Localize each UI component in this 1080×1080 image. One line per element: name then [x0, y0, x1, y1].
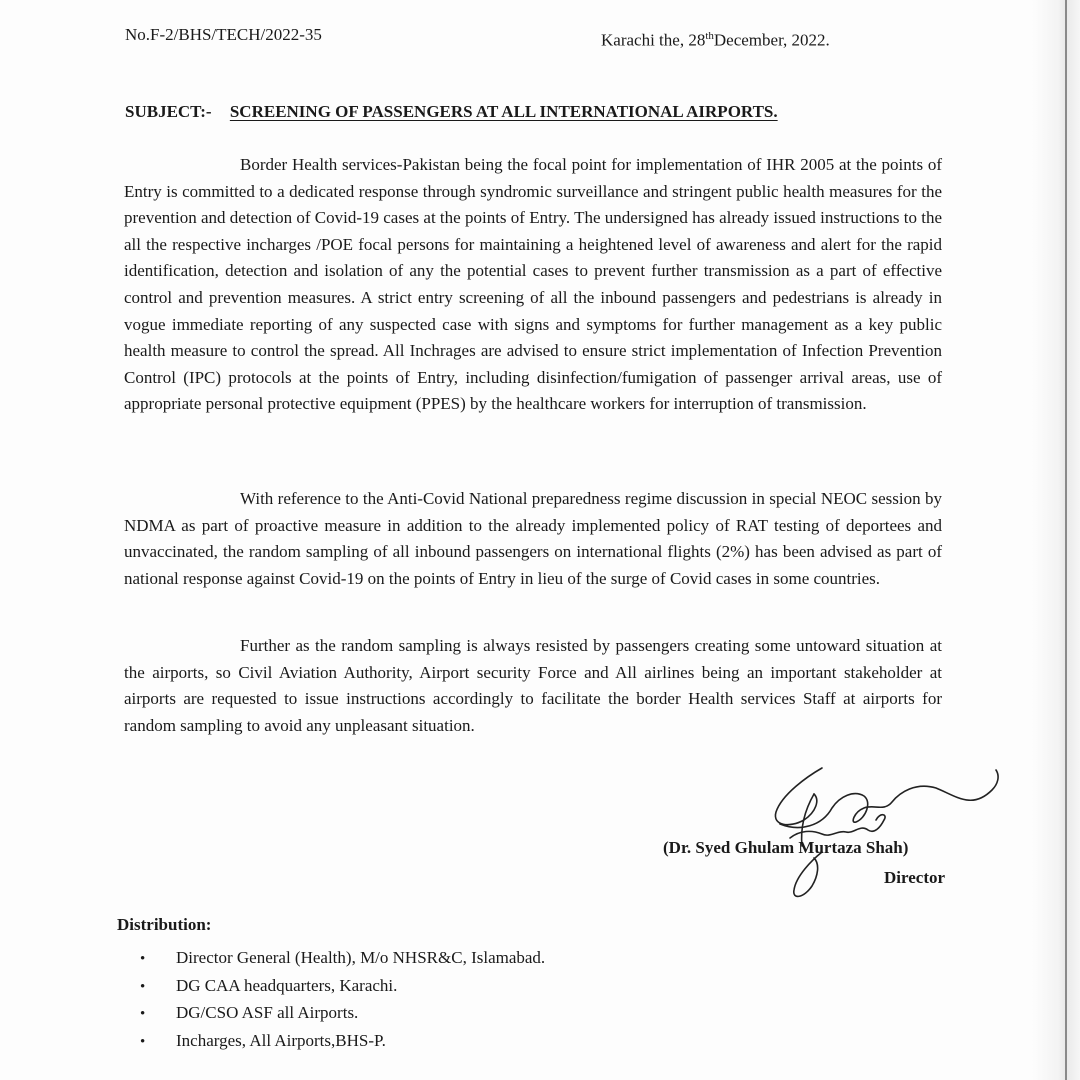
distribution-list	[140, 944, 545, 1054]
signatory-designation: Director	[884, 868, 946, 887]
distribution-item: DG/CSO ASF all Airports.	[176, 1003, 359, 1022]
body-paragraph-3: Further as the random sampling is always resisted by passengers creating some untoward situation at the airports, so Civil Aviation Authority, Airport security Force and All airlines being an important stakeholder at airports are requested to issue instructions accordingly to facilitate the border Health services Staff at airports for random sampling to avoid any unpleasant situation.	[124, 636, 942, 735]
list-item	[140, 999, 545, 1027]
letter-date	[601, 30, 830, 51]
subject-title: SCREENING OF PASSENGERS AT ALL INTERNATIONAL AIRPORTS.	[229, 102, 778, 121]
date-month-year: December, 2022.	[713, 30, 830, 50]
subject-label: SUBJECT:-	[125, 102, 212, 121]
body-paragraph-2: With reference to the Anti-Covid National preparedness regime discussion in special NEOC session by NDMA as part of proactive measure in addition to the already implemented policy of RAT testing of deportees and unvaccinated, the random sampling of all inbound passengers on international flights (2%) has been advised as part of national response against Covid-19 on the points of Entry in lieu of the surge of Covid cases in some countries.	[124, 489, 942, 588]
bullet-icon: •	[140, 951, 146, 967]
distribution-item: Director General (Health), M/o NHSR&C, Islamabad.	[176, 948, 546, 967]
distribution-heading: Distribution:	[117, 915, 212, 934]
list-item	[140, 972, 545, 1000]
distribution-item: Incharges, All Airports,BHS-P.	[176, 1030, 386, 1050]
signatory-name: (Dr. Syed Ghulam Murtaza Shah)	[663, 838, 909, 857]
bullet-icon: •	[140, 978, 146, 995]
distribution-item: DG CAA headquarters, Karachi.	[176, 975, 398, 995]
page-edge-line	[1065, 0, 1067, 1080]
date-ordinal: th	[705, 30, 714, 42]
page-edge	[1032, 0, 1080, 1080]
bullet-icon: •	[140, 1033, 146, 1050]
list-item	[140, 944, 545, 972]
date-day: Karachi the, 28	[601, 30, 706, 50]
reference-number: No.F-2/BHS/TECH/2022-35	[125, 25, 322, 44]
bullet-icon: •	[140, 1006, 146, 1022]
list-item	[140, 1027, 545, 1055]
body-paragraph-1: Border Health services-Pakistan being the focal point for implementation of IHR 2005 at the points of Entry is committed to a dedicated response through syndromic surveillance and stringent public health measures for the prevention and detection of Covid-19 cases at the points of Entry. The undersigned has already issued instructions to the all the respective incharges /POE focal persons for maintaining a heightened level of awareness and alert for the rapid identification, detection and isolation of any the potential cases to prevent further transmission as a part of effective control and prevention measures. A strict entry screening of all the inbound passengers and pedestrians is already in vogue immediate reporting of any suspected case with signs and symptoms for further management as a key public health measure to control the spread. All Inchrages are advised to ensure strict implementation of Infection Prevention Control (IPC) protocols at the points of Entry, including disinfection/fumigation of passenger arrival areas, use of appropriate personal protective equipment (PPES) by the healthcare workers for interruption of transmission.	[124, 155, 942, 414]
subject-line	[125, 102, 778, 122]
